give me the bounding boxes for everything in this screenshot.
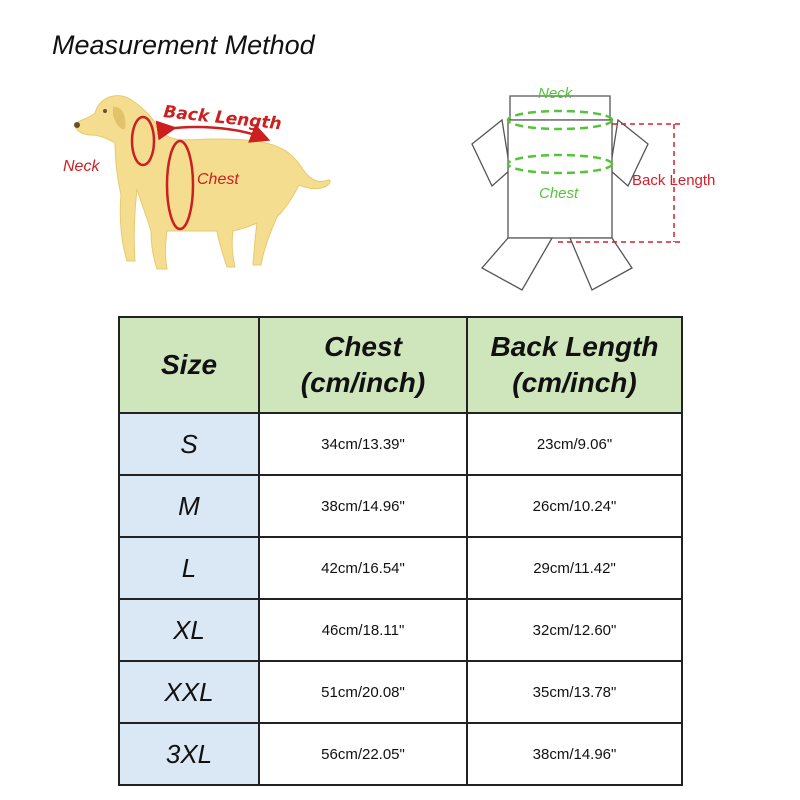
shirt-chest-label: Chest bbox=[539, 185, 579, 202]
table-row bbox=[119, 723, 682, 785]
back-length-cell: 23cm/9.06" bbox=[467, 413, 682, 475]
back-length-header-unit: (cm/inch) bbox=[512, 367, 637, 398]
size-cell: S bbox=[119, 413, 259, 475]
shirt-back-length-label: Back Length bbox=[632, 172, 716, 189]
chest-header-unit: (cm/inch) bbox=[300, 367, 426, 398]
chest-cell: 34cm/13.39" bbox=[259, 413, 467, 475]
shirt-neck-label: Neck bbox=[538, 85, 573, 102]
table-row bbox=[119, 413, 682, 475]
chest-cell: 42cm/16.54" bbox=[259, 537, 467, 599]
table-row bbox=[119, 661, 682, 723]
back-length-header-title: Back Length bbox=[490, 331, 659, 362]
dog-chest-label: Chest bbox=[197, 171, 239, 188]
table-header-row bbox=[119, 317, 682, 413]
size-chart-table bbox=[118, 316, 683, 786]
size-cell: XXL bbox=[119, 661, 259, 723]
chest-cell: 51cm/20.08" bbox=[259, 661, 467, 723]
table-row bbox=[119, 475, 682, 537]
table-row bbox=[119, 599, 682, 661]
dog-neck-label: Neck bbox=[63, 158, 100, 175]
size-cell: M bbox=[119, 475, 259, 537]
back-length-cell: 26cm/10.24" bbox=[467, 475, 682, 537]
table-row bbox=[119, 537, 682, 599]
size-cell: XL bbox=[119, 599, 259, 661]
size-cell: L bbox=[119, 537, 259, 599]
chest-cell: 56cm/22.05" bbox=[259, 723, 467, 785]
chest-column-header bbox=[259, 317, 467, 413]
back-length-cell: 38cm/14.96" bbox=[467, 723, 682, 785]
chest-cell: 46cm/18.11" bbox=[259, 599, 467, 661]
shirt-diagram bbox=[462, 78, 752, 300]
dog-illustration bbox=[55, 85, 340, 280]
back-length-column-header bbox=[467, 317, 682, 413]
size-cell: 3XL bbox=[119, 723, 259, 785]
back-length-cell: 35cm/13.78" bbox=[467, 661, 682, 723]
back-length-cell: 32cm/12.60" bbox=[467, 599, 682, 661]
size-column-header: Size bbox=[119, 317, 259, 413]
chest-cell: 38cm/14.96" bbox=[259, 475, 467, 537]
dog-back-length-label: Back Length bbox=[162, 102, 283, 135]
page-title: Measurement Method bbox=[52, 30, 315, 60]
back-length-cell: 29cm/11.42" bbox=[467, 537, 682, 599]
chest-header-title: Chest bbox=[324, 331, 402, 362]
